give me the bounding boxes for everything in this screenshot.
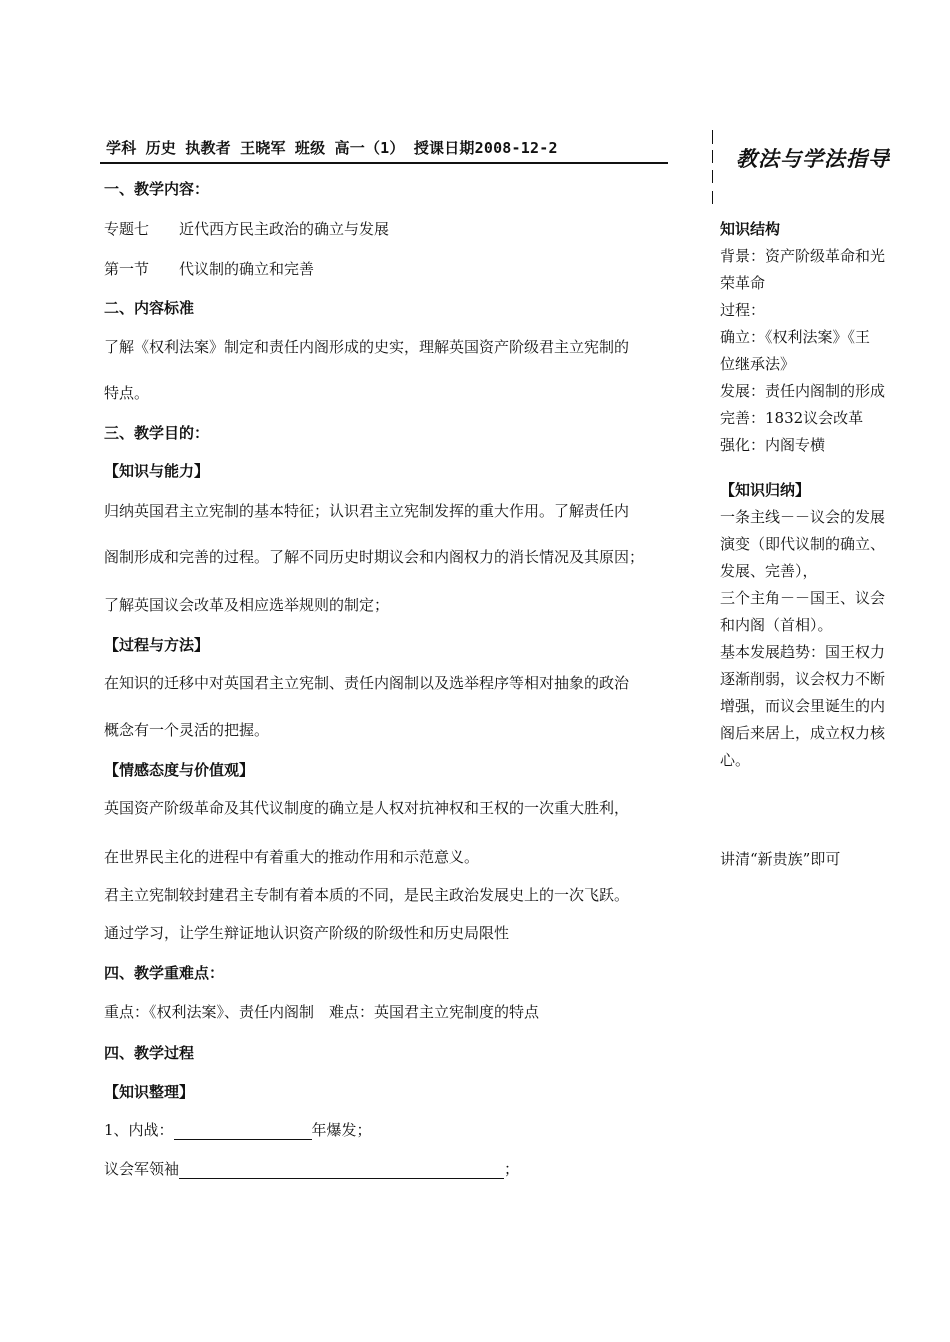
question-suffix: 年爆发； (311, 1121, 372, 1139)
objective-text-line: 了解英国议会改革及相应选举规则的制定； (104, 596, 390, 614)
section-heading-standard: 二、内容标准 (104, 299, 195, 317)
column-divider-segment (712, 130, 713, 144)
fill-blank-question-1 (104, 1119, 372, 1140)
section-line: 第一节 代议制的确立和完善 (104, 260, 315, 278)
section-heading-key-points: 四、教学重难点： (104, 964, 225, 982)
objective-text-line: 在知识的迁移中对英国君主立宪制、责任内阁制以及选举程序等相对抽象的政治 (104, 674, 630, 692)
sidebar-line: 荣革命 (720, 274, 766, 292)
sidebar-line: 位继承法》 (720, 355, 796, 373)
sidebar-line: 背景：资产阶级革命和光 (720, 247, 886, 265)
objective-text-line: 在世界民主化的进程中有着重大的推动作用和示范意义。 (104, 848, 480, 866)
sidebar-line: 强化：内阁专横 (720, 436, 826, 454)
subheading-process-method: 【过程与方法】 (104, 636, 210, 654)
key-points-line: 重点：《权利法案》、责任内阁制 难点：英国君主立宪制度的特点 (104, 1003, 540, 1021)
summary-line: 增强，而议会里诞生的内 (720, 697, 886, 715)
subheading-knowledge-ability: 【知识与能力】 (104, 462, 210, 480)
summary-line: 基本发展趋势：国王权力 (720, 643, 886, 661)
summary-line: 阁后来居上，成立权力核 (720, 724, 886, 742)
objective-text-line: 英国资产阶级革命及其代议制度的确立是人权对抗神权和王权的一次重大胜利， (104, 799, 630, 817)
topic-line: 专题七 近代西方民主政治的确立与发展 (104, 220, 390, 238)
summary-line: 三个主角－－国王、议会 (720, 589, 886, 607)
objective-text-line: 概念有一个灵活的把握。 (104, 721, 270, 739)
teaching-guide-sidebar (720, 216, 910, 774)
standard-text-line: 特点。 (104, 384, 150, 402)
subheading-knowledge-review: 【知识整理】 (104, 1083, 195, 1101)
summary-line: 逐渐削弱，议会权力不断 (720, 670, 886, 688)
summary-line: 一条主线－－议会的发展 (720, 508, 886, 526)
lesson-header: 学科 历史 执教者 王晓军 班级 高一（1） 授课日期2008-12-2 (106, 139, 558, 157)
standard-text-line: 了解《权利法案》制定和责任内阁形成的史实，理解英国资产阶级君主立宪制的 (104, 338, 630, 356)
objective-text-line: 归纳英国君主立宪制的基本特征；认识君主立宪制发挥的重大作用。了解责任内 (104, 502, 630, 520)
subheading-attitude-values: 【情感态度与价值观】 (104, 761, 255, 779)
section-heading-objectives: 三、教学目的： (104, 424, 210, 442)
section-heading-process: 四、教学过程 (104, 1044, 195, 1062)
objective-text-line: 君主立宪制较封建君主专制有着本质的不同，是民主政治发展史上的一次飞跃。 (104, 886, 630, 904)
sidebar-title: 教法与学法指导 (736, 146, 890, 171)
column-divider-segment (712, 150, 713, 163)
question-prefix: 议会军领袖 (104, 1160, 180, 1178)
knowledge-summary-heading: 【知识归纳】 (720, 481, 811, 499)
spacer (720, 459, 910, 477)
header-underline (100, 162, 668, 164)
summary-line: 演变（即代议制的确立、 (720, 535, 886, 553)
column-divider-segment (712, 170, 713, 183)
summary-line: 和内阁（首相）。 (720, 616, 833, 634)
sidebar-line: 完善：1832议会改革 (720, 409, 864, 427)
section-heading-content: 一、教学内容： (104, 180, 210, 198)
answer-blank[interactable] (179, 1162, 504, 1179)
sidebar-note: 讲清“新贵族”即可 (720, 850, 841, 868)
fill-blank-question-2 (104, 1158, 519, 1179)
sidebar-line: 发展：责任内阁制的形成 (720, 382, 886, 400)
summary-line: 心。 (720, 751, 751, 769)
sidebar-line: 确立：《权利法案》《王 (720, 328, 871, 346)
answer-blank[interactable] (174, 1123, 312, 1140)
question-suffix: ； (504, 1160, 520, 1178)
objective-text-line: 通过学习，让学生辩证地认识资产阶级的阶级性和历史局限性 (104, 924, 510, 942)
column-divider-segment (712, 191, 713, 204)
objective-text-line: 阁制形成和完善的过程。了解不同历史时期议会和内阁权力的消长情况及其原因； (104, 548, 645, 566)
sidebar-line: 过程： (720, 301, 766, 319)
question-prefix: 1、内战： (104, 1121, 174, 1139)
knowledge-structure-heading: 知识结构 (720, 220, 781, 238)
summary-line: 发展、完善）， (720, 562, 818, 580)
